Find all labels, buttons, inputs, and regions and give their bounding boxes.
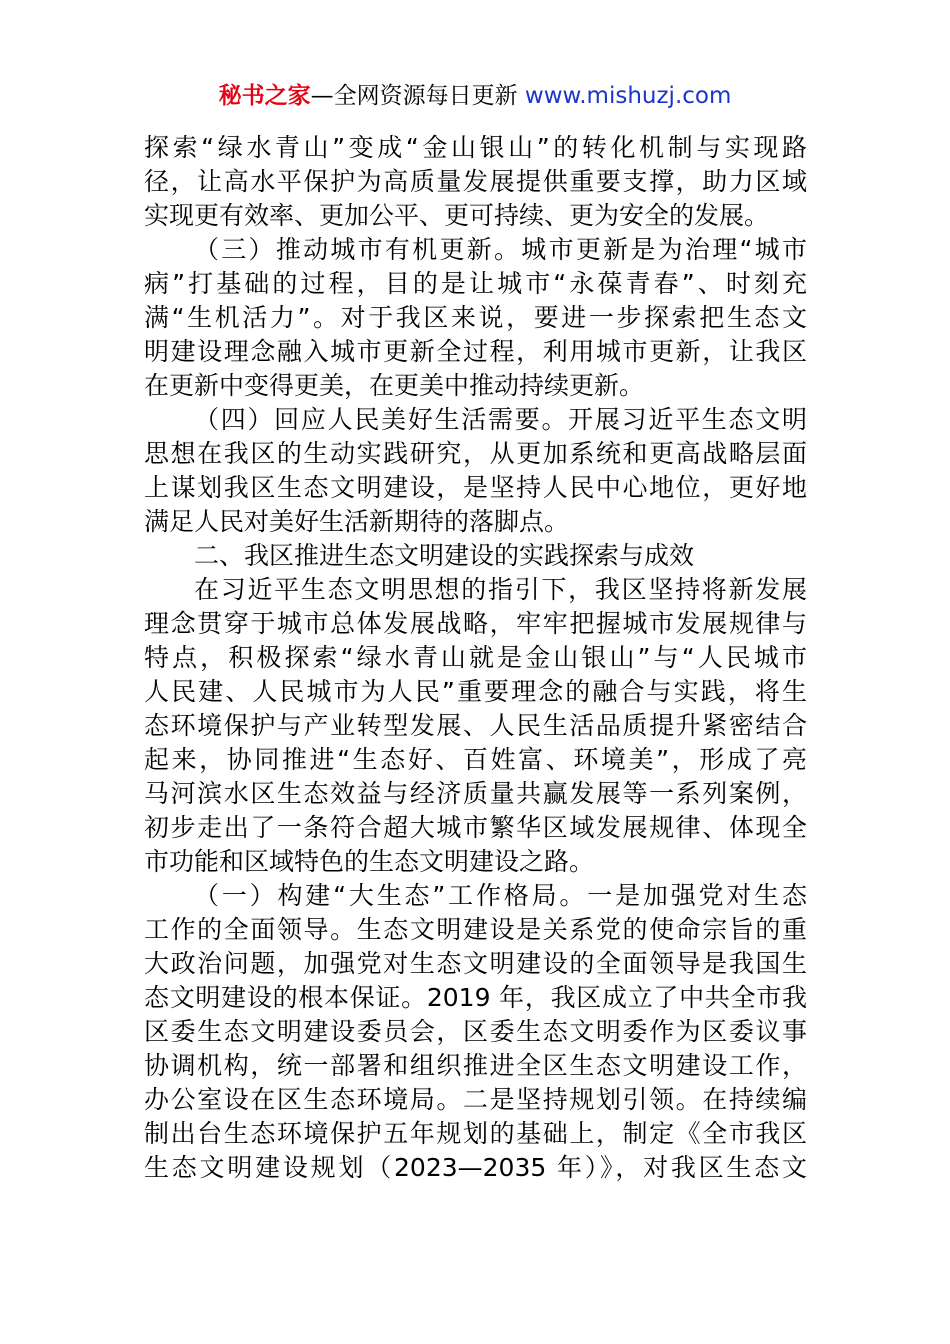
text-line: 满“生机活力”。对于我区来说，要进一步探索把生态文 (144, 303, 807, 332)
text-line: 上谋划我区生态文明建设，是坚持人民中心地位，更好地 (144, 473, 807, 502)
site-tagline: —全网资源每日更新 (310, 83, 518, 109)
text-line: 径，让高水平保护为高质量发展提供重要支撑，助力区域 (144, 167, 807, 196)
text-line: 工作的全面领导。生态文明建设是关系党的使命宗旨的重 (144, 915, 807, 944)
text-line: （三）推动城市有机更新。城市更新是为治理“城市 (194, 235, 807, 264)
text-line: 明建设理念融入城市更新全过程，利用城市更新，让我区 (144, 337, 807, 366)
text-line: 病”打基础的过程，目的是让城市“永葆青春”、时刻充 (144, 269, 807, 298)
text-line: 理念贯穿于城市总体发展战略，牢牢把握城市发展规律与 (144, 609, 807, 638)
site-url-link[interactable]: www.mishuzj.com (524, 83, 732, 109)
text-line: 在更新中变得更美，在更美中推动持续更新。 (144, 371, 645, 400)
site-brand: 秘书之家 (218, 83, 311, 109)
text-line: 实现更有效率、更加公平、更可持续、更为安全的发展。 (144, 201, 770, 230)
section-heading: 二、我区推进生态文明建设的实践探索与成效 (194, 541, 695, 570)
text-line: 态环境保护与产业转型发展、人民生活品质提升紧密结合 (144, 711, 807, 740)
text-line: 起来，协同推进“生态好、百姓富、环境美”，形成了亮 (144, 745, 807, 774)
text-line: 生态文明建设规划（2023—2035 年）》，对我区生态文 (144, 1153, 807, 1182)
text-line: 满足人民对美好生活新期待的落脚点。 (144, 507, 570, 536)
site-header (0, 80, 950, 112)
text-line: 特点，积极探索“绿水青山就是金山银山”与“人民城市 (144, 643, 807, 672)
text-line: 办公室设在区生态环境局。二是坚持规划引领。在持续编 (144, 1085, 807, 1114)
text-line: 马河滨水区生态效益与经济质量共赢发展等一系列案例， (144, 779, 807, 808)
text-line: （一）构建“大生态”工作格局。一是加强党对生态 (194, 881, 807, 910)
document-body (144, 131, 807, 1185)
text-line: 大政治问题，加强党对生态文明建设的全面领导是我国生 (144, 949, 807, 978)
text-line: 探索“绿水青山”变成“金山银山”的转化机制与实现路 (144, 133, 807, 162)
text-line: 区委生态文明建设委员会，区委生态文明委作为区委议事 (144, 1017, 807, 1046)
text-line: 在习近平生态文明思想的指引下，我区坚持将新发展 (194, 575, 807, 604)
text-line: 初步走出了一条符合超大城市繁华区域发展规律、体现全 (144, 813, 807, 842)
text-line: （四）回应人民美好生活需要。开展习近平生态文明 (194, 405, 807, 434)
text-line: 人民建、人民城市为人民”重要理念的融合与实践，将生 (144, 677, 807, 706)
text-line: 市功能和区域特色的生态文明建设之路。 (144, 847, 595, 876)
text-line: 思想在我区的生动实践研究，从更加系统和更高战略层面 (144, 439, 807, 468)
text-line: 态文明建设的根本保证。2019 年，我区成立了中共全市我 (144, 983, 807, 1012)
text-line: 制出台生态环境保护五年规划的基础上，制定《全市我区 (144, 1119, 807, 1148)
text-line: 协调机构，统一部署和组织推进全区生态文明建设工作， (144, 1051, 807, 1080)
